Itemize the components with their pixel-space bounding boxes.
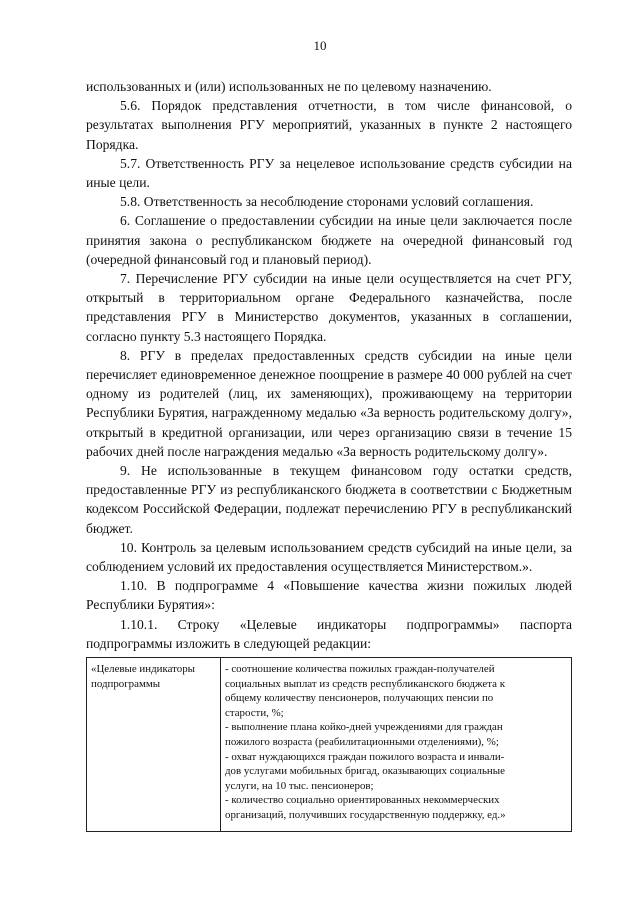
paragraph: 10. Контроль за целевым использованием средств субсидий на иные цели, за соблюдением условий их предоставления осуществляется Министерством.».	[86, 539, 572, 575]
indicator-line: общему количеству пенсионеров, получающих пенсии по	[225, 692, 494, 705]
indicators-table	[86, 657, 572, 832]
paragraph: 7. Перечисление РГУ субсидии на иные цели осуществляется на счет РГУ, открытый в территориальном органе Федерального казначейства, после представления РГУ в Министерство документов, указанных в соглашении, согласно пункту 5.3 настоящего Порядка.	[86, 271, 572, 344]
paragraph: использованных и (или) использованных не по целевому назначению.	[86, 79, 492, 94]
paragraph: 9. Не использованные в текущем финансовом году остатки средств, предоставленные РГУ из республиканского бюджета в соответствии с Бюджетным кодексом Российской Федерации, подлежат перечислению РГУ в республиканский бюджет.	[86, 463, 572, 536]
body-text	[86, 77, 572, 653]
indicator-line: дов услугами мобильных бригад, оказывающих социальные	[225, 765, 505, 778]
paragraph: 5.7. Ответственность РГУ за нецелевое использование средств субсидии на иные цели.	[86, 155, 572, 191]
indicator-list-cell	[221, 658, 572, 832]
indicator-line: услуги, на 10 тыс. пенсионеров;	[225, 779, 374, 792]
indicator-line: - соотношение количества пожилых граждан-получателей	[225, 663, 495, 675]
label-line: подпрограммы	[91, 677, 161, 690]
table-row	[87, 658, 572, 832]
indicator-line: - охват нуждающихся граждан пожилого возраста и инвали-	[225, 750, 505, 763]
paragraph: 1.10. В подпрограмме 4 «Повышение качества жизни пожилых людей Республики Бурятия»:	[86, 578, 572, 613]
paragraph: 5.8. Ответственность за несоблюдение сторонами условий соглашения.	[120, 194, 534, 210]
indicator-line: - выполнение плана койко-дней учреждениями для граждан	[225, 721, 503, 734]
indicator-line: старости, %;	[225, 706, 284, 719]
indicator-line: организаций, получивших государственную поддержку, ед.»	[225, 808, 506, 821]
paragraph: 6. Соглашение о предоставлении субсидии на иные цели заключается после принятия закона о республиканском бюджете на очередной финансовый год (очередной финансовый год и плановый период).	[86, 213, 572, 267]
paragraph: 5.6. Порядок представления отчетности, в том числе финансовой, о результатах выполнения РГУ мероприятий, указанных в пункте 2 настоящего Порядка.	[86, 98, 572, 152]
indicator-line: пожилого возраста (реабилитационными отделениями), %;	[225, 735, 499, 748]
indicator-label-cell	[87, 658, 221, 832]
indicator-line: социальных выплат из средств республиканского бюджета к	[225, 677, 505, 690]
label-line: «Целевые индикаторы	[91, 663, 195, 675]
paragraph: 1.10.1. Строку «Целевые индикаторы подпрограммы» паспорта подпрограммы изложить в следующей редакции:	[86, 616, 572, 651]
page-number: 10	[313, 38, 327, 53]
paragraph: 8. РГУ в пределах предоставленных средств субсидии на иные цели перечисляет единовременное денежное поощрение в размере 40 000 рублей на счет одному из родителей (лиц, их заменяющих), проживающему на территории Республики Бурятия, награжденному медалью «За верность родительскому долгу», открытый в кредитной организации, или через организацию связи в течение 15 рабочих дней после награждения медалью «За верность родительскому долгу».	[86, 347, 572, 459]
indicator-line: - количество социально ориентированных некоммерческих	[225, 794, 500, 807]
